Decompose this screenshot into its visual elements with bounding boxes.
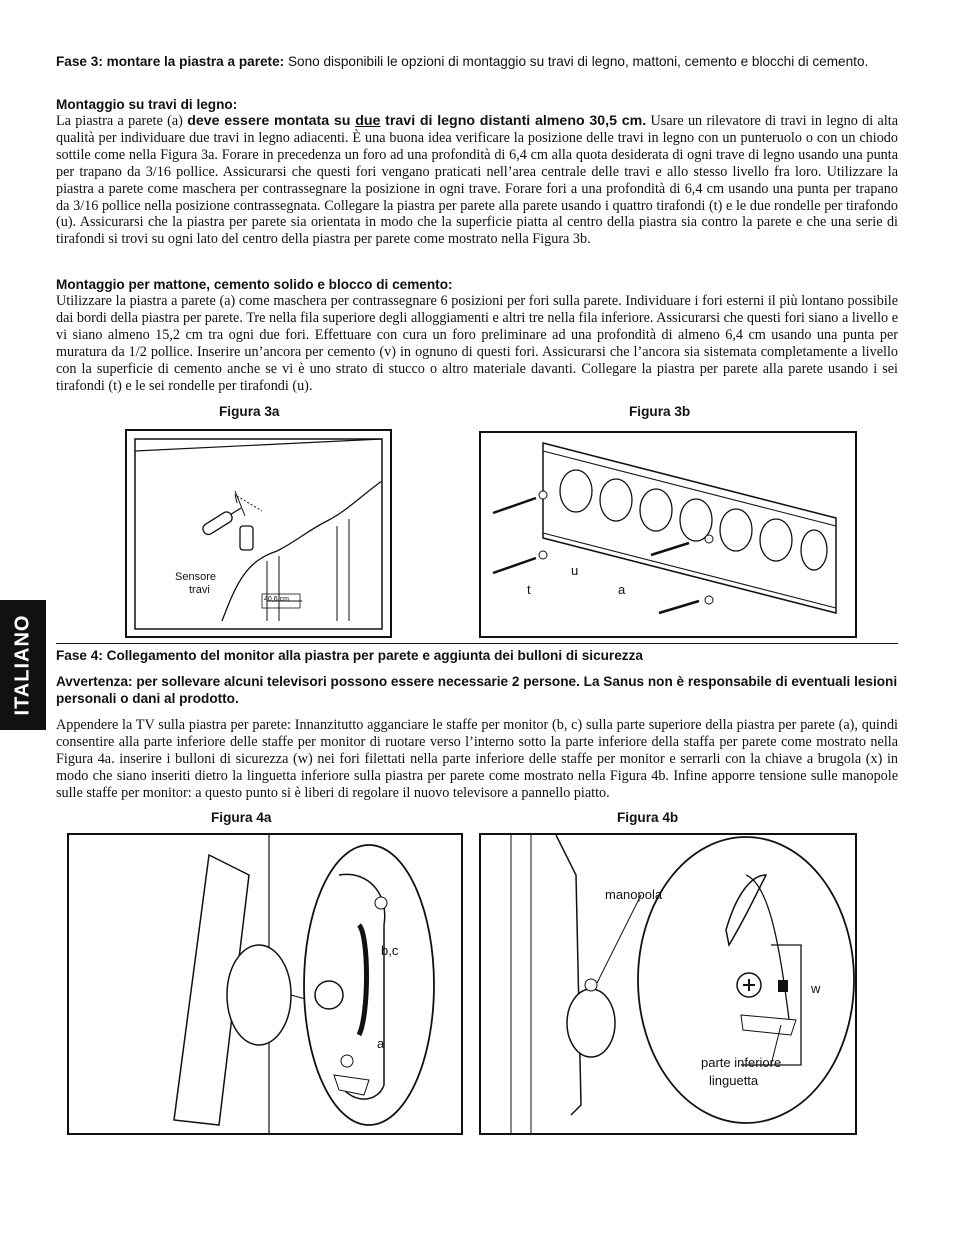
wood-paragraph xyxy=(56,113,898,248)
brick-paragraph xyxy=(56,293,898,394)
fig3b-label-t: t xyxy=(527,582,531,597)
step3-intro xyxy=(56,53,898,70)
figure-4b xyxy=(479,833,857,1135)
wood-text-1: La piastra a parete (a) xyxy=(56,113,188,129)
wood-bold-2: travi di legno distanti almeno 30,5 cm. xyxy=(380,113,647,129)
fig4b-caption: Figura 4b xyxy=(617,810,679,825)
stud-finder-illustration xyxy=(127,431,390,636)
step3-title: Fase 3: montare la piastra a parete: xyxy=(56,54,285,69)
section-divider xyxy=(56,643,898,644)
wood-bold-underline: due xyxy=(355,113,381,129)
step4-title: Fase 4: Collegamento del monitor alla piastra per parete e aggiunta dei bulloni di sicurezza xyxy=(56,648,643,663)
wood-bold-1: deve essere montata su xyxy=(187,113,356,129)
side-tab-text: ITALIANO xyxy=(11,614,34,716)
fig4b-label-w: w xyxy=(811,981,821,996)
brick-heading: Montaggio per mattone, cemento solido e blocco di cemento: xyxy=(56,277,453,292)
figure-3b xyxy=(479,431,857,638)
fig4a-label-a: a xyxy=(377,1036,385,1051)
step4-body-text: Appendere la TV sulla piastra per parete: Innanzitutto agganciare le staffe per monitor (b, c) sulla parte superiore della piastra per parete (a), quindi consentire alla parte inferiore delle staffe per monitor di ruotare verso l’interno sotto la parte inferiore della staffa per parete come mostrato nella Figura 4a. inserire i bulloni di sicurezza (w) nei fori filettati nella parte inferiore delle staffe per monitor e serrarli con la chiave a brugola (x) in modo che siano inseriti dietro la linguetta inferiore sulla piastra per parete come mostrato nella Figura 4b. Infine apporre tensione sulle manopole sulle staffe per monitor: a questo punto si è liberi di regolare il nuovo televisore a pannello piatto. xyxy=(56,717,898,801)
step3-intro-text: Sono disponibili le opzioni di montaggio su travi di legno, mattoni, cemento e blocchi di cemento. xyxy=(284,54,869,69)
fig3b-label-u: u xyxy=(571,563,579,578)
figure-4a xyxy=(67,833,463,1135)
language-side-tab xyxy=(0,600,46,730)
wood-text-2: Usare un rilevatore di travi in legno di alta qualità per individuare due travi in legno adiacenti. È una buona idea verificare la posizione delle travi in legno con un punteruolo o con un chiodo sottile come nella Figura 3a. Forare in precedenza un foro ad una profondità di 6,4 cm alla quota desiderata di ogni trave di legno usando una punta per trapano da 3/16 pollice. Assicurarsi che questi fori vengano praticati nell’area centrale delle travi e allo stesso livello fra loro. Utilizzare la piastra a parete come maschera per contrassegnare la posizione in ogni trave. Forare fori a una profondità di 6,4 cm usando una punta per trapano da 3/16 pollice nella posizione contrassegnata. Collegare la piastra per parete alla parete usando i quattro tirafondi (t) e le due rondelle per tirafondo (u). Assicurarsi che la piastra per parete sia orientata in modo che la superficie piatta al centro della piastra sia contro la parete e che una serie di tirafondi si trovi su ogni lato del centro della piastra per parete come mostrato nella Figura 3b. xyxy=(56,113,898,248)
fig3b-label-a: a xyxy=(618,582,626,597)
monitor-bracket-illustration xyxy=(69,835,461,1133)
brick-text: Utilizzare la piastra a parete (a) come maschera per contrassegnare 6 posizioni per fori sulla parete. Individuare i fori esterni il più lontano possibile dai bordi della piastra per parete. Tre nella fila superiore degli alloggiamenti e altri tre nella fila inferiore. Assicurarsi che questi fori siano a livello e vi siano almeno 15,2 cm tra ogni due fori. Effettuare con cura un foro preliminare ad una profondità di almeno 6,4 cm usando una punta per muratura da 1/2 pollice. Inserire un’ancora per cemento (v) in ognuno di questi fori. Assicurarsi che l’ancora sia sistemata completamente a livello con la superficie di cemento anche se vi è uno strato di stucco o altro materiale davanti. Collegare la piastra per parete alla parete usando i sei tirafondi (t) e le sei rondelle per tirafondi (u). xyxy=(56,293,898,394)
fig4b-label-tab-2: linguetta xyxy=(709,1073,759,1088)
fig4a-label-bc: b,c xyxy=(381,943,399,958)
fig4a-caption: Figura 4a xyxy=(211,810,272,825)
wall-plate-illustration xyxy=(481,433,855,636)
figure-3a xyxy=(125,429,392,638)
safety-bolt-illustration xyxy=(481,835,855,1133)
step4-body xyxy=(56,717,898,802)
fig3a-caption: Figura 3a xyxy=(219,404,280,419)
fig4b-label-tab-1: parte inferiore xyxy=(701,1055,782,1070)
fig3b-caption: Figura 3b xyxy=(629,404,691,419)
wood-heading: Montaggio su travi di legno: xyxy=(56,97,238,112)
fig3a-label-dimension: 40,6 cm xyxy=(264,596,289,603)
step4-warning: Avvertenza: per sollevare alcuni televisori possono essere necessarie 2 persone. La Sanus non è responsabile di eventuali lesioni personali o dani al prodotto. xyxy=(56,674,898,706)
fig3a-label-sensor: Sensore xyxy=(175,571,216,583)
fig4b-label-knob: manopola xyxy=(605,887,663,902)
fig3a-label-sensor-2: travi xyxy=(189,584,210,596)
